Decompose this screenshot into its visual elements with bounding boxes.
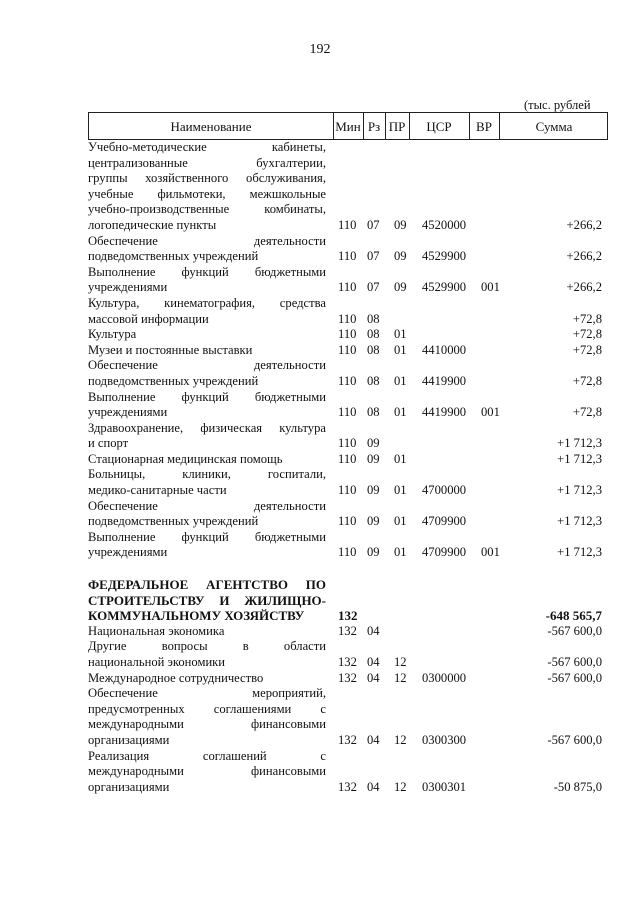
cell-pr: 01 bbox=[394, 405, 407, 420]
row-name-line: ФЕДЕРАЛЬНОЕ АГЕНТСТВО ПО bbox=[88, 577, 326, 593]
row-name-line: Международное сотрудничество bbox=[88, 670, 264, 685]
table-row bbox=[88, 390, 608, 421]
cell-sum: -567 600,0 bbox=[547, 732, 602, 747]
row-name-line: Обеспечение деятельности bbox=[88, 233, 326, 248]
row-name-line: группы хозяйственного обслуживания, bbox=[88, 171, 326, 186]
row-name-line: Учебно-методические кабинеты, bbox=[88, 140, 326, 154]
row-name-line: Национальная экономика bbox=[88, 623, 225, 638]
cell-min: 110 bbox=[338, 342, 357, 357]
row-name-line: Выполнение функций бюджетными bbox=[88, 529, 326, 544]
page-number: 192 bbox=[309, 42, 331, 57]
row-name-line: подведомственных учреждений bbox=[88, 373, 259, 388]
cell-min: 132 bbox=[338, 655, 357, 669]
cell-min: 132 bbox=[338, 670, 357, 685]
row-name bbox=[88, 624, 326, 640]
cell-min: 110 bbox=[338, 280, 357, 295]
row-codes bbox=[338, 733, 608, 749]
cell-csr: 0300301 bbox=[422, 779, 467, 794]
cell-rz: 08 bbox=[367, 311, 380, 326]
header-min: Мин bbox=[335, 119, 361, 134]
row-name-line: учебные фильмотеки, межшкольные bbox=[88, 186, 326, 201]
table-row bbox=[88, 296, 608, 327]
cell-csr: 4410000 bbox=[422, 342, 467, 357]
cell-pr: 01 bbox=[394, 514, 407, 529]
row-name bbox=[88, 530, 326, 561]
row-name-line: массовой информации bbox=[88, 311, 209, 326]
table-row bbox=[88, 234, 608, 265]
cell-pr: 09 bbox=[394, 217, 407, 232]
cell-csr: 4529900 bbox=[422, 280, 467, 295]
units-note: (тыс. рублей bbox=[524, 98, 591, 112]
table-row bbox=[88, 467, 608, 498]
cell-rz: 04 bbox=[367, 655, 380, 669]
cell-sum: +266,2 bbox=[566, 280, 602, 295]
row-name-line: учреждениями bbox=[88, 405, 168, 420]
row-name-line: Обеспечение деятельности bbox=[88, 358, 326, 373]
table-row bbox=[88, 686, 608, 748]
cell-sum: +1 712,3 bbox=[557, 451, 602, 466]
cell-rz: 04 bbox=[367, 670, 380, 685]
table-row bbox=[88, 530, 608, 561]
cell-rz: 04 bbox=[367, 779, 380, 794]
cell-min: 132 bbox=[338, 623, 357, 638]
cell-vr: 001 bbox=[481, 545, 500, 560]
row-codes bbox=[338, 624, 608, 640]
cell-pr: 01 bbox=[394, 342, 407, 357]
cell-sum: +1 712,3 bbox=[557, 483, 602, 498]
cell-sum: -567 600,0 bbox=[547, 655, 602, 669]
cell-min: 110 bbox=[338, 483, 357, 498]
row-name-line: организациями bbox=[88, 732, 170, 747]
cell-min: 132 bbox=[338, 779, 357, 794]
cell-pr: 09 bbox=[394, 249, 407, 264]
table-row bbox=[88, 327, 608, 343]
cell-min: 110 bbox=[338, 217, 357, 232]
row-codes bbox=[338, 280, 608, 296]
cell-rz: 04 bbox=[367, 623, 380, 638]
row-name-line: учреждениями bbox=[88, 545, 168, 560]
cell-rz: 09 bbox=[367, 545, 380, 560]
row-name-line: подведомственных учреждений bbox=[88, 249, 259, 264]
row-name-line: централизованные бухгалтерии, bbox=[88, 155, 326, 170]
cell-sum: +72,8 bbox=[572, 373, 602, 388]
table-row bbox=[88, 749, 608, 796]
row-name-line: организациями bbox=[88, 779, 170, 794]
table-row bbox=[88, 639, 608, 670]
row-codes bbox=[338, 343, 608, 359]
row-codes bbox=[338, 436, 608, 452]
cell-pr: 12 bbox=[394, 655, 407, 669]
cell-rz: 08 bbox=[367, 327, 380, 342]
cell-pr: 12 bbox=[394, 779, 407, 794]
row-name bbox=[88, 358, 326, 389]
header-rz: Рз bbox=[367, 119, 381, 134]
row-name bbox=[88, 452, 326, 468]
cell-pr: 01 bbox=[394, 373, 407, 388]
cell-sum: -567 600,0 bbox=[547, 623, 602, 638]
row-name-line: Обеспечение деятельности bbox=[88, 498, 326, 513]
row-name-line: логопедические пункты bbox=[88, 217, 217, 232]
row-codes bbox=[338, 312, 608, 328]
row-codes bbox=[338, 405, 608, 421]
table-row bbox=[88, 499, 608, 530]
cell-csr: 4700000 bbox=[422, 483, 467, 498]
header-vr: ВР bbox=[476, 119, 492, 134]
cell-rz: 09 bbox=[367, 451, 380, 466]
cell-csr: 0300300 bbox=[422, 732, 467, 747]
table-row bbox=[88, 343, 608, 359]
row-name-line: Здравоохранение, физическая культура bbox=[88, 420, 326, 435]
cell-sum: +72,8 bbox=[572, 311, 602, 326]
table-row bbox=[88, 452, 608, 468]
cell-min: 132 bbox=[338, 608, 358, 624]
cell-vr: 001 bbox=[481, 405, 500, 420]
cell-sum: +266,2 bbox=[566, 217, 602, 232]
row-codes bbox=[338, 655, 608, 671]
row-name-line: подведомственных учреждений bbox=[88, 514, 259, 529]
row-name bbox=[88, 343, 326, 359]
cell-pr: 01 bbox=[394, 451, 407, 466]
cell-sum: -50 875,0 bbox=[553, 779, 602, 794]
cell-min: 110 bbox=[338, 311, 357, 326]
cell-min: 132 bbox=[338, 732, 357, 747]
row-spacer bbox=[88, 561, 608, 577]
cell-csr: 4520000 bbox=[422, 217, 467, 232]
cell-csr: 0300000 bbox=[422, 670, 467, 685]
row-name bbox=[88, 671, 326, 687]
row-codes bbox=[338, 249, 608, 265]
cell-csr: 4709900 bbox=[422, 514, 467, 529]
cell-sum: +1 712,3 bbox=[557, 436, 602, 451]
cell-sum: +72,8 bbox=[572, 342, 602, 357]
cell-min: 110 bbox=[338, 373, 357, 388]
row-name-line: международными финансовыми bbox=[88, 764, 326, 779]
row-name bbox=[88, 265, 326, 296]
row-name-line: и спорт bbox=[88, 436, 129, 451]
cell-min: 110 bbox=[338, 436, 357, 451]
cell-rz: 07 bbox=[367, 280, 380, 295]
row-name-line: СТРОИТЕЛЬСТВУ И ЖИЛИЩНО- bbox=[88, 592, 326, 608]
cell-rz: 08 bbox=[367, 373, 380, 388]
row-name-line: Выполнение функций бюджетными bbox=[88, 389, 326, 404]
cell-sum: +1 712,3 bbox=[557, 545, 602, 560]
row-name bbox=[88, 327, 326, 343]
row-codes bbox=[338, 452, 608, 468]
cell-csr: 4419900 bbox=[422, 405, 467, 420]
cell-sum: +72,8 bbox=[572, 405, 602, 420]
row-codes bbox=[338, 514, 608, 530]
cell-sum: -648 565,7 bbox=[545, 608, 602, 624]
cell-rz: 07 bbox=[367, 217, 380, 232]
cell-rz: 08 bbox=[367, 405, 380, 420]
cell-vr: 001 bbox=[481, 280, 500, 295]
row-codes bbox=[338, 374, 608, 390]
row-name-line: КОММУНАЛЬНОМУ ХОЗЯЙСТВУ bbox=[88, 608, 305, 624]
table-row bbox=[88, 577, 608, 624]
row-name-line: национальной экономики bbox=[88, 655, 226, 669]
cell-pr: 12 bbox=[394, 670, 407, 685]
table-row bbox=[88, 671, 608, 687]
row-name-line: Больницы, клиники, госпитали, bbox=[88, 467, 326, 482]
row-name bbox=[88, 467, 326, 498]
header-pr: ПР bbox=[388, 119, 406, 134]
header-name: Наименование bbox=[170, 119, 252, 134]
header-csr: ЦСР bbox=[426, 119, 452, 134]
table-row bbox=[88, 358, 608, 389]
table-row bbox=[88, 265, 608, 296]
cell-rz: 07 bbox=[367, 249, 380, 264]
row-name bbox=[88, 296, 326, 327]
table-body bbox=[88, 140, 608, 795]
row-name bbox=[88, 639, 326, 670]
cell-rz: 08 bbox=[367, 342, 380, 357]
cell-rz: 04 bbox=[367, 732, 380, 747]
row-codes bbox=[338, 671, 608, 687]
row-codes bbox=[338, 545, 608, 561]
row-name-line: учебно-производственные комбинаты, bbox=[88, 202, 326, 217]
row-codes bbox=[338, 608, 608, 624]
row-name-line: Обеспечение мероприятий, bbox=[88, 686, 326, 701]
cell-pr: 01 bbox=[394, 327, 407, 342]
row-name-line: медико-санитарные части bbox=[88, 483, 227, 498]
row-codes bbox=[338, 218, 608, 234]
row-name-line: предусмотренных соглашениями с bbox=[88, 701, 326, 716]
cell-csr: 4709900 bbox=[422, 545, 467, 560]
cell-csr: 4419900 bbox=[422, 373, 467, 388]
row-name-line: Культура bbox=[88, 327, 137, 342]
cell-pr: 09 bbox=[394, 280, 407, 295]
row-name bbox=[88, 499, 326, 530]
cell-sum: -567 600,0 bbox=[547, 670, 602, 685]
cell-rz: 09 bbox=[367, 483, 380, 498]
row-name-line: Стационарная медицинская помощь bbox=[88, 451, 283, 466]
cell-sum: +1 712,3 bbox=[557, 514, 602, 529]
row-name-line: учреждениями bbox=[88, 280, 168, 295]
cell-pr: 01 bbox=[394, 545, 407, 560]
cell-min: 110 bbox=[338, 545, 357, 560]
table-header bbox=[88, 112, 608, 140]
row-codes bbox=[338, 483, 608, 499]
cell-sum: +266,2 bbox=[566, 249, 602, 264]
row-name-line: Музеи и постоянные выставки bbox=[88, 342, 253, 357]
cell-rz: 09 bbox=[367, 436, 380, 451]
table-row bbox=[88, 624, 608, 640]
cell-csr: 4529900 bbox=[422, 249, 467, 264]
row-name-line: Выполнение функций бюджетными bbox=[88, 264, 326, 279]
row-codes bbox=[338, 780, 608, 796]
row-name bbox=[88, 140, 326, 234]
row-name bbox=[88, 749, 326, 796]
cell-sum: +72,8 bbox=[572, 327, 602, 342]
row-name bbox=[88, 390, 326, 421]
row-name-line: международными финансовыми bbox=[88, 717, 326, 732]
row-name-line: Реализация соглашений с bbox=[88, 748, 326, 763]
row-name bbox=[88, 577, 326, 624]
row-codes bbox=[338, 327, 608, 343]
cell-min: 110 bbox=[338, 514, 357, 529]
budget-table bbox=[88, 112, 608, 795]
cell-min: 110 bbox=[338, 405, 357, 420]
cell-pr: 12 bbox=[394, 732, 407, 747]
cell-min: 110 bbox=[338, 327, 357, 342]
row-name bbox=[88, 421, 326, 452]
table-row bbox=[88, 140, 608, 234]
table-row bbox=[88, 421, 608, 452]
cell-rz: 09 bbox=[367, 514, 380, 529]
row-name-line: Культура, кинематография, средства bbox=[88, 295, 326, 310]
cell-pr: 01 bbox=[394, 483, 407, 498]
row-name-line: Другие вопросы в области bbox=[88, 639, 326, 654]
cell-min: 110 bbox=[338, 249, 357, 264]
row-name bbox=[88, 234, 326, 265]
cell-min: 110 bbox=[338, 451, 357, 466]
row-name bbox=[88, 686, 326, 748]
header-sum: Сумма bbox=[535, 119, 573, 134]
